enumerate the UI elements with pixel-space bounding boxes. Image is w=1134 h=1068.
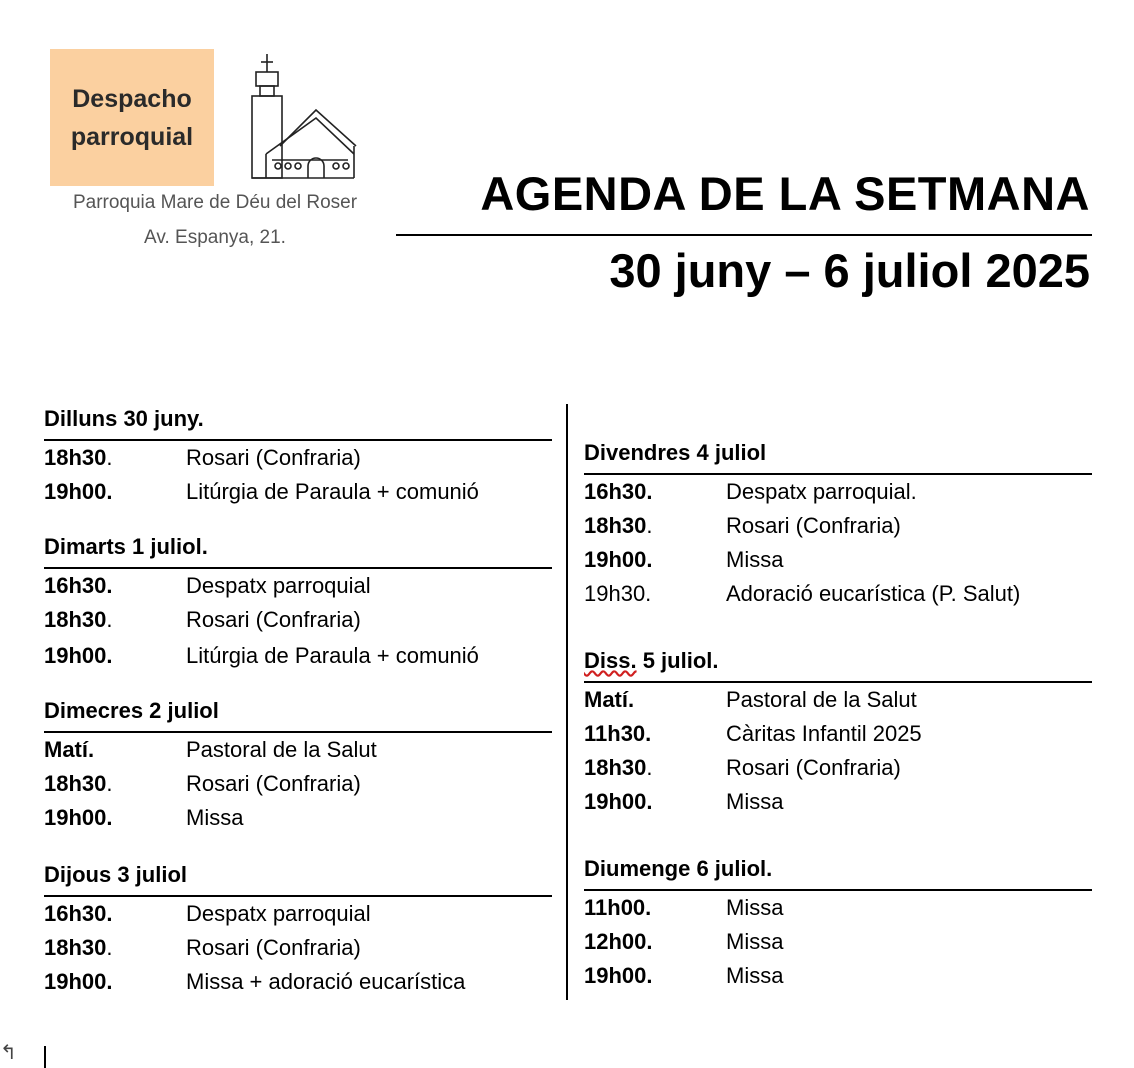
parish-name: Parroquia Mare de Déu del Roser xyxy=(72,192,358,213)
event-desc: Missa xyxy=(726,547,784,572)
event-time: 19h00. xyxy=(44,969,113,994)
event-row xyxy=(584,509,1092,543)
day-block-dimarts xyxy=(44,534,552,675)
event-time: 16h30. xyxy=(584,479,653,504)
event-desc: Despatx parroquial xyxy=(186,573,371,598)
event-row xyxy=(44,733,552,767)
event-row xyxy=(584,683,1092,717)
event-time: 19h00. xyxy=(584,547,653,572)
column-divider xyxy=(566,404,568,1000)
spellcheck-word: Diss. xyxy=(584,648,637,673)
event-row xyxy=(44,801,552,835)
event-row xyxy=(44,931,552,965)
page-title: AGENDA DE LA SETMANA xyxy=(480,167,1090,220)
logo-line-2: parroquial xyxy=(70,122,194,151)
event-desc: Adoració eucarística (P. Salut) xyxy=(726,581,1021,606)
event-time: 19h00. xyxy=(584,789,653,814)
logo-line-1: Despacho xyxy=(72,84,192,113)
text-cursor xyxy=(44,1046,46,1068)
event-desc: Rosari (Confraria) xyxy=(726,755,901,780)
date-range: 30 juny – 6 juliol 2025 xyxy=(609,244,1090,297)
event-row xyxy=(584,959,1092,993)
event-time: 19h00. xyxy=(584,963,653,988)
day-block-dimecres xyxy=(44,698,552,835)
parish-address: Av. Espanya, 21. xyxy=(144,227,286,248)
event-desc: Missa xyxy=(726,929,784,954)
church-icon xyxy=(242,52,360,182)
event-desc: Rosari (Confraria) xyxy=(186,935,361,960)
day-header-rest: 5 juliol. xyxy=(636,648,719,673)
event-row xyxy=(584,577,1092,611)
event-row xyxy=(44,603,552,637)
event-desc: Rosari (Confraria) xyxy=(186,771,361,796)
event-desc: Missa xyxy=(726,789,784,814)
event-row xyxy=(584,751,1092,785)
event-row xyxy=(44,569,552,603)
event-time: 11h30. xyxy=(584,721,652,746)
event-time: Matí. xyxy=(44,737,95,762)
day-header xyxy=(584,648,1092,683)
day-header: Diumenge 6 juliol. xyxy=(584,856,1092,891)
day-block-dijous xyxy=(44,862,552,999)
event-row xyxy=(44,637,552,675)
event-time: 18h30. xyxy=(584,755,653,780)
event-desc: Pastoral de la Salut xyxy=(186,737,377,762)
day-block-dissabte xyxy=(584,648,1092,819)
day-header: Dimecres 2 juliol xyxy=(44,698,552,733)
event-time: 19h00. xyxy=(44,479,113,504)
event-row xyxy=(44,897,552,931)
event-desc: Missa xyxy=(186,805,244,830)
day-block-dilluns xyxy=(44,406,552,509)
event-desc: Missa xyxy=(726,963,784,988)
event-time: 19h00. xyxy=(44,805,113,830)
event-time: 18h30. xyxy=(44,935,113,960)
day-header: Dilluns 30 juny. xyxy=(44,406,552,441)
event-time: 19h00. xyxy=(44,643,113,668)
event-time: Matí. xyxy=(584,687,635,712)
event-time: 18h30. xyxy=(584,513,653,538)
paragraph-icon: ↰ xyxy=(0,1042,17,1064)
event-time: 12h00. xyxy=(584,929,653,954)
event-time: 16h30. xyxy=(44,573,113,598)
event-row xyxy=(584,925,1092,959)
event-desc: Missa xyxy=(726,895,784,920)
event-desc: Despatx parroquial. xyxy=(726,479,917,504)
event-row xyxy=(44,965,552,999)
event-desc: Rosari (Confraria) xyxy=(726,513,901,538)
event-time: 16h30. xyxy=(44,901,113,926)
event-desc: Litúrgia de Paraula + comunió xyxy=(186,643,479,668)
event-desc: Pastoral de la Salut xyxy=(726,687,917,712)
event-row xyxy=(584,475,1092,509)
event-desc: Càritas Infantil 2025 xyxy=(726,721,922,746)
event-row xyxy=(584,785,1092,819)
event-time: 18h30. xyxy=(44,445,113,470)
day-header: Dijous 3 juliol xyxy=(44,862,552,897)
title-divider xyxy=(396,234,1092,236)
event-row xyxy=(584,717,1092,751)
event-row xyxy=(44,441,552,475)
event-time: 19h30. xyxy=(584,581,652,606)
event-row xyxy=(584,543,1092,577)
day-block-diumenge xyxy=(584,856,1092,993)
despacho-parroquial-logo xyxy=(50,49,214,186)
event-row xyxy=(44,767,552,801)
event-row xyxy=(584,891,1092,925)
event-row xyxy=(44,475,552,509)
event-desc: Rosari (Confraria) xyxy=(186,445,361,470)
event-desc: Missa + adoració eucarística xyxy=(186,969,466,994)
event-desc: Rosari (Confraria) xyxy=(186,607,361,632)
event-time: 18h30. xyxy=(44,771,113,796)
day-header: Dimarts 1 juliol. xyxy=(44,534,552,569)
event-time: 18h30. xyxy=(44,607,113,632)
day-header: Divendres 4 juliol xyxy=(584,440,1092,475)
day-block-divendres xyxy=(584,440,1092,611)
event-desc: Despatx parroquial xyxy=(186,901,371,926)
event-time: 11h00. xyxy=(584,895,652,920)
event-desc: Litúrgia de Paraula + comunió xyxy=(186,479,479,504)
